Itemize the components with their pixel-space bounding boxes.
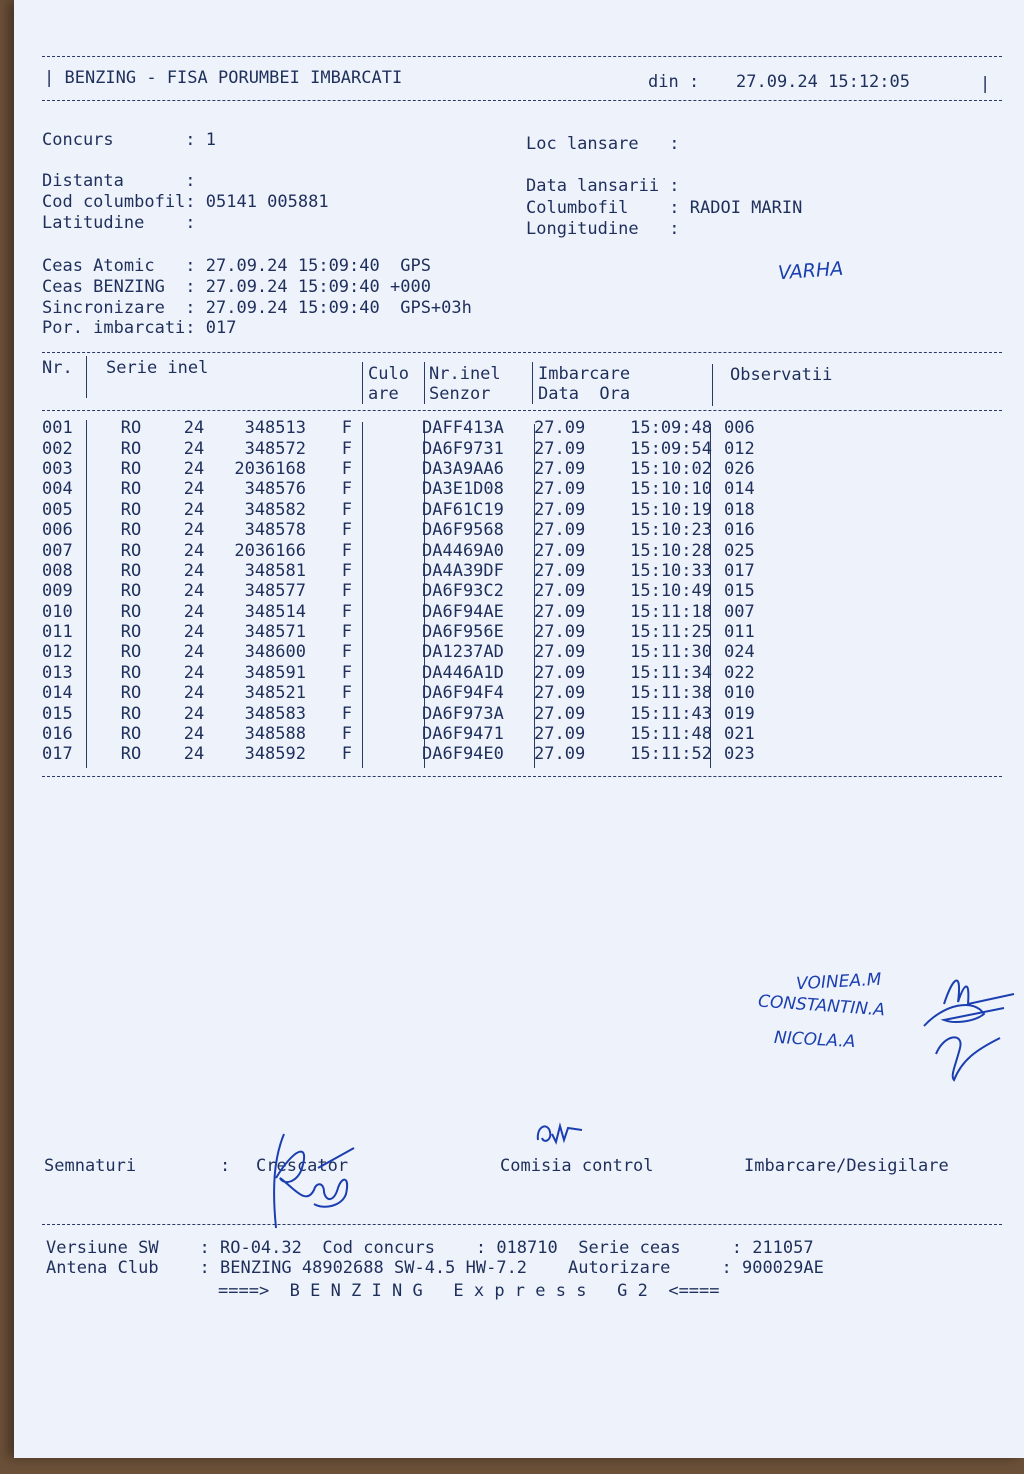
sex: F xyxy=(341,540,352,561)
title-end-bar: | xyxy=(980,74,991,94)
ring-number: 348581 xyxy=(244,560,306,581)
observatii: 015 xyxy=(724,581,755,602)
sensor-ring: DA3A9AA6 xyxy=(422,458,504,479)
row-nr: 004 xyxy=(42,479,73,500)
observatii: 016 xyxy=(724,520,755,541)
ring-number: 348591 xyxy=(244,662,306,683)
col-header-senzor: Senzor xyxy=(429,384,491,404)
sensor-ring: DA6F94F4 xyxy=(422,683,504,704)
row-nr: 002 xyxy=(42,438,73,459)
sex: F xyxy=(341,744,352,765)
sex: F xyxy=(341,418,352,439)
col-header-observatii: Observatii xyxy=(730,365,833,385)
ring-number: 348576 xyxy=(244,479,306,500)
row-nr: 003 xyxy=(42,458,73,479)
sex: F xyxy=(341,662,352,683)
handwritten-name-1: VOINEA.M xyxy=(795,969,882,995)
row-nr: 017 xyxy=(42,744,73,765)
column-rule xyxy=(362,362,363,404)
table-row xyxy=(42,581,784,601)
ring-year: 24 xyxy=(183,683,205,704)
table-row xyxy=(42,479,784,499)
document-title: | BENZING - FISA PORUMBEI IMBARCATI xyxy=(44,68,403,88)
concurs-field: Concurs : 1 xyxy=(42,130,216,150)
imbarcare-data: 27.09 xyxy=(534,458,586,479)
ring-country: RO xyxy=(120,683,142,704)
table-row xyxy=(42,438,784,458)
imbarcare-data: 27.09 xyxy=(534,662,586,683)
ring-country: RO xyxy=(120,662,142,683)
benzing-express-banner: ====> B E N Z I N G E x p r e s s G 2 <==== xyxy=(218,1281,720,1301)
ring-year: 24 xyxy=(183,703,205,724)
sensor-ring: DAFF413A xyxy=(422,418,504,439)
ring-country: RO xyxy=(120,703,142,724)
imbarcare-data: 27.09 xyxy=(534,520,586,541)
semnaturi-label: Semnaturi xyxy=(44,1156,137,1176)
ring-country: RO xyxy=(120,479,142,500)
ring-number: 348513 xyxy=(244,418,306,439)
sex: F xyxy=(341,560,352,581)
imbarcare-ora: 15:10:33 xyxy=(630,560,712,581)
imbarcare-ora: 15:11:38 xyxy=(630,683,712,704)
row-nr: 005 xyxy=(42,499,73,520)
ring-country: RO xyxy=(120,724,142,745)
ring-year: 24 xyxy=(183,581,205,602)
col-header-data-ora: Data Ora xyxy=(538,384,631,404)
ring-country: RO xyxy=(120,560,142,581)
culoare xyxy=(358,438,416,458)
culoare xyxy=(358,663,416,683)
semnaturi-colon: : xyxy=(220,1156,231,1176)
col-header-serie-inel: Serie inel xyxy=(106,358,209,378)
imbarcare-data: 27.09 xyxy=(534,703,586,724)
ring-year: 24 xyxy=(183,601,205,622)
ring-number: 348521 xyxy=(244,683,306,704)
imbarcare-ora: 15:10:49 xyxy=(630,581,712,602)
table-row xyxy=(42,561,784,581)
sensor-ring: DA6F973A xyxy=(422,703,504,724)
col-header-imbarcare: Imbarcare xyxy=(538,364,631,384)
ring-country: RO xyxy=(120,438,142,459)
divider xyxy=(42,352,1002,353)
ring-year: 24 xyxy=(183,744,205,765)
ring-number: 348588 xyxy=(244,724,306,745)
sex: F xyxy=(341,499,352,520)
sensor-ring: DA446A1D xyxy=(422,662,504,683)
longitudine-field: Longitudine : xyxy=(526,219,680,239)
culoare xyxy=(358,561,416,581)
commission-signatures-icon xyxy=(914,964,1020,1084)
imbarcare-ora: 15:10:23 xyxy=(630,520,712,541)
imbarcare-ora: 15:10:10 xyxy=(630,479,712,500)
distanta-field: Distanta : xyxy=(42,171,196,191)
culoare xyxy=(358,744,416,764)
comisia-control-label: Comisia control xyxy=(500,1156,654,1176)
table-row xyxy=(42,500,784,520)
observatii: 014 xyxy=(724,479,755,500)
data-lansarii-field: Data lansarii : xyxy=(526,176,680,196)
imbarcare-data: 27.09 xyxy=(534,581,586,602)
observatii: 023 xyxy=(724,744,755,765)
ring-number: 2036168 xyxy=(234,458,306,479)
sensor-ring: DA6F94E0 xyxy=(422,744,504,765)
ring-country: RO xyxy=(120,744,142,765)
table-row xyxy=(42,683,784,703)
sensor-ring: DA4469A0 xyxy=(422,540,504,561)
table-row xyxy=(42,459,784,479)
row-nr: 001 xyxy=(42,418,73,439)
ring-year: 24 xyxy=(183,622,205,643)
latitudine-field: Latitudine : xyxy=(42,213,196,233)
culoare xyxy=(358,479,416,499)
printout-page xyxy=(14,0,1024,1458)
row-nr: 010 xyxy=(42,601,73,622)
breeder-signature-icon xyxy=(254,1128,364,1232)
divider xyxy=(42,776,1002,777)
ring-country: RO xyxy=(120,642,142,663)
sex: F xyxy=(341,703,352,724)
ring-number: 348592 xyxy=(244,744,306,765)
divider xyxy=(42,56,1002,57)
antena-club-line: Antena Club : BENZING 48902688 SW-4.5 HW-7.2 Autorizare : 900029AE xyxy=(46,1258,824,1278)
sex: F xyxy=(341,622,352,643)
ring-country: RO xyxy=(120,581,142,602)
imbarcare-data: 27.09 xyxy=(534,724,586,745)
ring-year: 24 xyxy=(183,560,205,581)
sex: F xyxy=(341,520,352,541)
row-nr: 009 xyxy=(42,581,73,602)
imbarcare-data: 27.09 xyxy=(534,499,586,520)
table-row xyxy=(42,418,784,438)
ceas-benzing-field: Ceas BENZING : 27.09.24 15:09:40 +000 xyxy=(42,277,431,297)
ring-year: 24 xyxy=(183,438,205,459)
table-row xyxy=(42,724,784,744)
ring-year: 24 xyxy=(183,479,205,500)
row-nr: 006 xyxy=(42,520,73,541)
sensor-ring: DA4A39DF xyxy=(422,560,504,581)
sincronizare-field: Sincronizare : 27.09.24 15:09:40 GPS+03h xyxy=(42,298,472,318)
ring-year: 24 xyxy=(183,458,205,479)
ring-number: 348582 xyxy=(244,499,306,520)
table-row xyxy=(42,744,784,764)
imbarcare-ora: 15:10:28 xyxy=(630,540,712,561)
sensor-ring: DA6F9568 xyxy=(422,520,504,541)
ring-year: 24 xyxy=(183,540,205,561)
culoare xyxy=(358,622,416,642)
ring-year: 24 xyxy=(183,520,205,541)
versiune-sw-line: Versiune SW : RO-04.32 Cod concurs : 018710 Serie ceas : 211057 xyxy=(46,1238,814,1258)
ring-country: RO xyxy=(120,622,142,643)
ring-country: RO xyxy=(120,520,142,541)
observatii: 007 xyxy=(724,601,755,622)
imbarcare-ora: 15:09:54 xyxy=(630,438,712,459)
observatii: 022 xyxy=(724,662,755,683)
row-nr: 011 xyxy=(42,622,73,643)
divider xyxy=(42,1224,1002,1225)
imbarcare-desigilare-label: Imbarcare/Desigilare xyxy=(744,1156,949,1176)
sensor-ring: DA6F9471 xyxy=(422,724,504,745)
imbarcare-ora: 15:09:48 xyxy=(630,418,712,439)
sex: F xyxy=(341,458,352,479)
observatii: 017 xyxy=(724,560,755,581)
ring-country: RO xyxy=(120,458,142,479)
culoare xyxy=(358,724,416,744)
crescator-label: Crescator xyxy=(256,1156,349,1176)
col-header-nr-inel: Nr.inel xyxy=(429,364,501,384)
culoare xyxy=(358,459,416,479)
observatii: 025 xyxy=(724,540,755,561)
culoare xyxy=(358,642,416,662)
divider xyxy=(42,410,1002,411)
ceas-atomic-field: Ceas Atomic : 27.09.24 15:09:40 GPS xyxy=(42,256,431,276)
table-row xyxy=(42,540,784,560)
ring-number: 348514 xyxy=(244,601,306,622)
handwritten-location: VARHA xyxy=(777,257,844,285)
culoare xyxy=(358,540,416,560)
ring-number: 2036166 xyxy=(234,540,306,561)
imbarcare-data: 27.09 xyxy=(534,540,586,561)
sex: F xyxy=(341,479,352,500)
table-row xyxy=(42,642,784,662)
sex: F xyxy=(341,581,352,602)
imbarcare-data: 27.09 xyxy=(534,642,586,663)
row-nr: 008 xyxy=(42,560,73,581)
sex: F xyxy=(341,642,352,663)
table-row xyxy=(42,622,784,642)
commission-initials-icon xyxy=(534,1118,586,1152)
observatii: 018 xyxy=(724,499,755,520)
imbarcare-data: 27.09 xyxy=(534,479,586,500)
culoare xyxy=(358,683,416,703)
observatii: 019 xyxy=(724,703,755,724)
handwritten-name-3: NICOLA.A xyxy=(773,1027,856,1053)
ring-number: 348600 xyxy=(244,642,306,663)
ring-country: RO xyxy=(120,540,142,561)
date-label: din : xyxy=(648,72,700,92)
sensor-ring: DA3E1D08 xyxy=(422,479,504,500)
imbarcare-ora: 15:11:52 xyxy=(630,744,712,765)
observatii: 026 xyxy=(724,458,755,479)
por-imbarcati-field: Por. imbarcati: 017 xyxy=(42,318,237,338)
sensor-ring: DA6F9731 xyxy=(422,438,504,459)
ring-year: 24 xyxy=(183,662,205,683)
observatii: 011 xyxy=(724,622,755,643)
row-nr: 013 xyxy=(42,662,73,683)
ring-year: 24 xyxy=(183,642,205,663)
ring-number: 348571 xyxy=(244,622,306,643)
column-rule xyxy=(86,356,87,398)
ring-number: 348583 xyxy=(244,703,306,724)
observatii: 006 xyxy=(724,418,755,439)
sex: F xyxy=(341,601,352,622)
print-date: 27.09.24 15:12:05 xyxy=(736,72,910,92)
sensor-ring: DA6F956E xyxy=(422,622,504,643)
culoare xyxy=(358,500,416,520)
col-header-nr: Nr. xyxy=(42,358,73,378)
cod-columbofil-field: Cod columbofil: 05141 005881 xyxy=(42,192,329,212)
imbarcare-ora: 15:11:30 xyxy=(630,642,712,663)
imbarcare-ora: 15:10:02 xyxy=(630,458,712,479)
row-nr: 014 xyxy=(42,683,73,704)
sensor-ring: DAF61C19 xyxy=(422,499,504,520)
imbarcare-data: 27.09 xyxy=(534,683,586,704)
imbarcare-ora: 15:11:18 xyxy=(630,601,712,622)
pigeon-table xyxy=(42,418,784,765)
ring-number: 348572 xyxy=(244,438,306,459)
ring-country: RO xyxy=(120,499,142,520)
col-header-culoare-2: are xyxy=(368,384,399,404)
ring-number: 348578 xyxy=(244,520,306,541)
observatii: 021 xyxy=(724,724,755,745)
imbarcare-data: 27.09 xyxy=(534,418,586,439)
table-row xyxy=(42,602,784,622)
sensor-ring: DA1237AD xyxy=(422,642,504,663)
sensor-ring: DA6F93C2 xyxy=(422,581,504,602)
ring-year: 24 xyxy=(183,418,205,439)
culoare xyxy=(358,418,416,438)
loc-lansare-field: Loc lansare : xyxy=(526,134,680,154)
table-row xyxy=(42,520,784,540)
handwritten-name-2: CONSTANTIN.A xyxy=(757,991,886,1021)
imbarcare-data: 27.09 xyxy=(534,438,586,459)
column-rule xyxy=(712,364,713,406)
row-nr: 007 xyxy=(42,540,73,561)
observatii: 012 xyxy=(724,438,755,459)
table-row xyxy=(42,703,784,723)
row-nr: 012 xyxy=(42,642,73,663)
table-row xyxy=(42,663,784,683)
culoare xyxy=(358,581,416,601)
columbofil-field: Columbofil : RADOI MARIN xyxy=(526,198,803,218)
observatii: 024 xyxy=(724,642,755,663)
sex: F xyxy=(341,438,352,459)
imbarcare-ora: 15:10:19 xyxy=(630,499,712,520)
ring-number: 348577 xyxy=(244,581,306,602)
culoare xyxy=(358,602,416,622)
ring-year: 24 xyxy=(183,499,205,520)
culoare xyxy=(358,520,416,540)
imbarcare-ora: 15:11:25 xyxy=(630,622,712,643)
imbarcare-ora: 15:11:43 xyxy=(630,703,712,724)
column-rule xyxy=(424,362,425,404)
observatii: 010 xyxy=(724,683,755,704)
row-nr: 016 xyxy=(42,724,73,745)
imbarcare-ora: 15:11:34 xyxy=(630,662,712,683)
ring-country: RO xyxy=(120,601,142,622)
imbarcare-data: 27.09 xyxy=(534,601,586,622)
ring-country: RO xyxy=(120,418,142,439)
culoare xyxy=(358,703,416,723)
imbarcare-ora: 15:11:48 xyxy=(630,724,712,745)
imbarcare-data: 27.09 xyxy=(534,744,586,765)
divider xyxy=(42,100,1002,101)
row-nr: 015 xyxy=(42,703,73,724)
column-rule xyxy=(532,362,533,404)
imbarcare-data: 27.09 xyxy=(534,622,586,643)
ring-year: 24 xyxy=(183,724,205,745)
sex: F xyxy=(341,683,352,704)
sex: F xyxy=(341,724,352,745)
imbarcare-data: 27.09 xyxy=(534,560,586,581)
sensor-ring: DA6F94AE xyxy=(422,601,504,622)
col-header-culoare: Culo xyxy=(368,364,409,384)
